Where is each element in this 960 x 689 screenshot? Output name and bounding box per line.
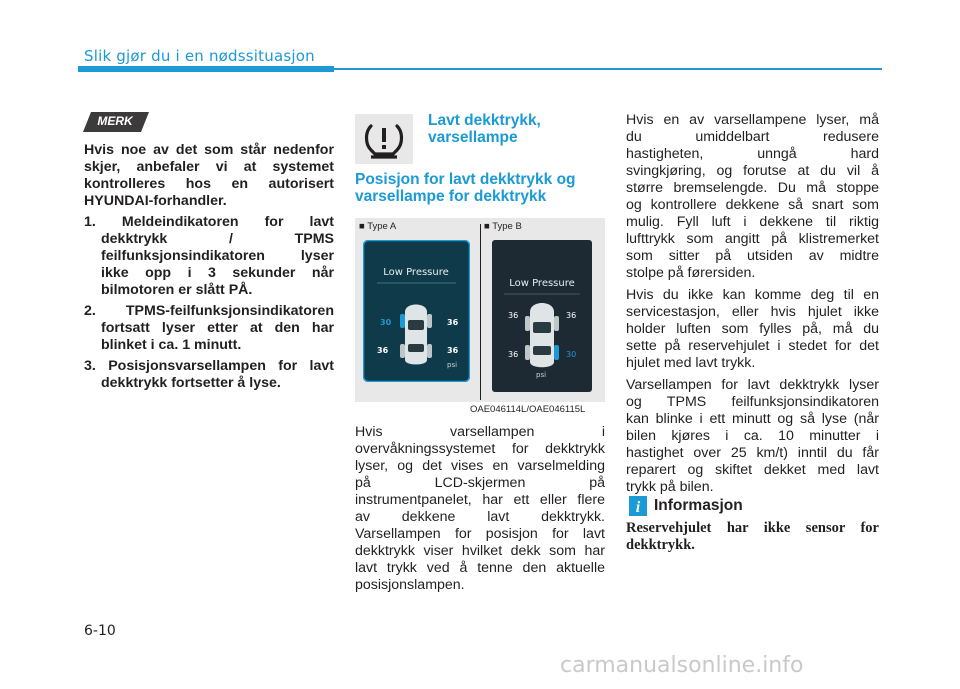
body-line: lyser, og det vises en varselmelding [355, 458, 605, 474]
body-line: hastighet over 25 km/t) inntil du får [626, 445, 879, 461]
type-a-label: ■ Type A [359, 221, 397, 232]
body-line: lufttrykk som angitt på klistremerket [626, 231, 879, 247]
body-line: overvåkningssystemet for dekktrykk [355, 441, 605, 457]
tire-rl-value: 36 [508, 350, 519, 359]
figure-code: OAE046114L/OAE046115L [470, 404, 586, 415]
tpms-warning-icon [355, 114, 413, 164]
body-line: Hvis en av varsellampene lyser, må [626, 112, 879, 128]
body-line: reparert og skiftet dekket med lavt [626, 462, 879, 478]
info-icon [629, 496, 647, 516]
body-line: instrumentpanelet, har ett eller flere [355, 492, 605, 508]
section-title-line: Posisjon for lavt dekktrykk og [355, 171, 576, 188]
section-title-low-pressure [428, 113, 608, 146]
body-line: svingkjøring, og forutse at du vil å [626, 163, 879, 179]
note-item-line: ikke opp i 3 sekunder når [101, 265, 334, 281]
body-line: hastigheten, unngå hard [626, 146, 879, 162]
body-line: lavt trykk ved å tenne den aktuelle [355, 560, 605, 576]
body-line: stolpe på førersiden. [626, 265, 756, 281]
body-line: større bremselengde. Du må stoppe [626, 180, 879, 196]
body-line: og TPMS feilfunksjonsindikatoren [626, 394, 879, 410]
type-b-screen-title: Low Pressure [509, 278, 575, 289]
figure-divider [480, 224, 481, 400]
note-item-line: 3. Posisjonsvarsellampen for lavt [84, 358, 334, 374]
body-line: Hvis varsellampen i [355, 424, 605, 440]
merk-badge: MERK [97, 114, 133, 128]
info-title: Informasjon [654, 497, 743, 514]
body-line: av dekkene lavt dekktrykk. [355, 509, 605, 525]
tire-fr-value: 36 [566, 311, 577, 320]
info-body [626, 520, 879, 554]
body-line: holder luften som fylles på, må du [626, 321, 879, 337]
car-top-icon [525, 303, 559, 367]
body-line: og kontrollere dekkene så snart som [626, 197, 879, 213]
body-line: posisjonslampen. [355, 577, 465, 593]
section-title-line: Lavt dekktrykk, [428, 112, 541, 129]
body-line: som sitter på utsiden av midtre [626, 248, 879, 264]
info-line: dekktrykk. [626, 537, 695, 553]
body-line: bilen kjøres i ca. 10 minutter i [626, 428, 879, 444]
section-title-line: varsellampe for dekktrykk [355, 187, 547, 205]
body-line: du umiddelbart redusere [626, 129, 879, 145]
note-intro-line: skjer, anbefaler vi at systemet [84, 159, 334, 175]
note-item-line: feilfunksjonsindikatoren lyser [101, 248, 334, 264]
page-number: 6-10 [84, 623, 116, 639]
body-line: Hvis du ikke kan komme deg til en [626, 287, 879, 303]
tire-fl-value: 36 [508, 311, 519, 320]
note-item-line: fortsatt lyser etter at den har [101, 320, 334, 336]
section-header-title: Slik gjør du i en nødssituasjon [84, 47, 315, 65]
note-item-line: dekktrykk / TPMS [101, 231, 334, 247]
body-line: på LCD-skjermen på [355, 475, 605, 491]
type-b-label: ■ Type B [484, 221, 522, 232]
tire-fr-value: 36 [447, 318, 459, 327]
body-line: mulig. Fyll luft i dekkene til riktig [626, 214, 879, 230]
pressure-unit: psi [447, 361, 458, 369]
header-rule-thick [78, 66, 334, 72]
note-item-line: dekktrykk fortsetter å lyse. [101, 375, 281, 391]
tire-rr-value: 30 [566, 350, 577, 359]
section-title-line: varsellampe [428, 128, 518, 146]
body-line: kan blinke i ett minutt og så lyse (når [626, 411, 879, 427]
note-item-line: 1. Meldeindikatoren for lavt [84, 214, 334, 230]
body-line: trykk på bilen. [626, 479, 714, 495]
note-intro-line: HYUNDAI-forhandler. [84, 193, 227, 209]
note-item-line: bilmotoren er slått PÅ. [101, 282, 253, 298]
tire-fl-value: 30 [380, 318, 392, 327]
note-item-line: 2. TPMS-feilfunksjonsindikatoren [84, 303, 334, 319]
watermark: carmanualsonline.info [560, 653, 804, 678]
tpms-warning-icon-box [355, 114, 413, 164]
section-title-position [355, 172, 605, 205]
pressure-unit: psi [536, 371, 547, 379]
type-a-cluster-screen [363, 240, 470, 382]
body-line: Varsellampen for lavt dekktrykk lyser [626, 377, 879, 393]
body-line: dekktrykk viser hvilket dekk som har [355, 543, 605, 559]
info-icon-letter: i [635, 499, 641, 516]
note-intro-line: Hvis noe av det som står nedenfor [84, 142, 334, 158]
body-line: sette på reservehjulet i stedet for det [626, 338, 879, 354]
body-line: hjulet med lavt trykk. [626, 355, 756, 371]
body-line: Varsellampen for posisjon for lavt [355, 526, 605, 542]
tire-rl-value: 36 [377, 346, 389, 355]
info-line: Reservehjulet har ikke sensor for [626, 520, 879, 536]
note-intro-line: kontrolleres hos en autorisert [84, 176, 334, 192]
body-line: servicestasjon, eller hvis hjulet ikke [626, 304, 879, 320]
type-a-screen-title: Low Pressure [383, 267, 449, 278]
tire-rr-value: 36 [447, 346, 459, 355]
type-b-cluster-screen [492, 240, 592, 392]
header-rule-thin [334, 68, 882, 70]
note-item-line: blinket i ca. 1 minutt. [101, 337, 242, 353]
